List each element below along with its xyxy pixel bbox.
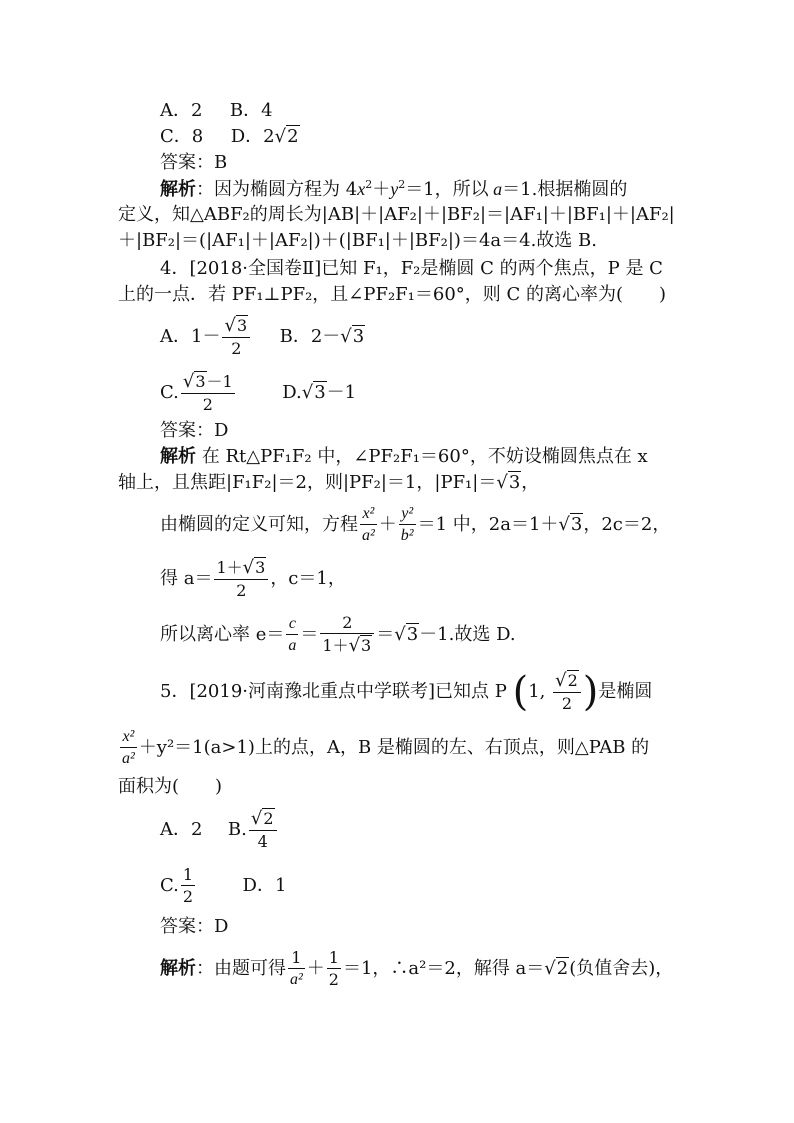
- q3-option-a: A．2: [160, 100, 203, 121]
- q5-options-row1: [160, 804, 279, 856]
- q4-option-a: A．1－ $\frac{√3}{2}$: [160, 326, 252, 347]
- q3-options-row2: [160, 124, 300, 150]
- q4-explanation-line4: 得 a＝ $\frac{1+√3}{2}$ ，c＝1，: [160, 557, 346, 600]
- q3-answer: 答案：B: [160, 152, 228, 173]
- q4-explanation-line5: 所以离心率 e＝ $\frac{c}{a}$ ＝ $\frac{2}{1+√3}$ ＝√3－1.故选 D.: [160, 613, 516, 656]
- q5-options-row2: [160, 860, 286, 912]
- q5-stem-line1: 5．[2019·河南豫北重点中学联考]已知点 P (1, $\frac{√2}{2}$ )是椭圆: [160, 669, 653, 715]
- q5-option-c: C. $\frac{1}{2}$: [160, 865, 194, 906]
- q5-option-b: B. $\frac{√2}{4}$: [228, 819, 279, 840]
- q5-stem-line2: $\frac{\text{x²}}{\text{a²}}$ ＋y²＝1(a>1)上的点，A，B 是椭圆的左、右顶点，则△PAB 的: [122, 728, 650, 767]
- q5-option-a: A．2: [160, 819, 203, 840]
- q4-explanation-line1: 解析 在 Rt△PF₁F₂ 中，∠PF₂F₁＝60°，不妨设椭圆焦点在 x: [160, 446, 648, 467]
- q5-stem-line3: 面积为( ): [118, 776, 223, 797]
- q5-answer: 答案：D: [160, 916, 229, 937]
- explanation-label: 解析: [160, 179, 196, 200]
- q3-explanation-line3: ＋|BF₂|＝(|AF₁|＋|AF₂|)＋(|BF₁|＋|BF₂|)＝4a＝4.故选 B.: [118, 230, 597, 251]
- q4-answer: 答案：D: [160, 420, 229, 441]
- q4-options-row2: [160, 366, 356, 420]
- q3-explanation-line1: 解析：因为椭圆方程为 $4x^2+y^2=1$，所以 a＝1.根据椭圆的: [160, 178, 628, 200]
- q4-stem-line1: 4．[2018·全国卷Ⅱ]已知 F₁，F₂是椭圆 C 的两个焦点，P 是 C: [160, 258, 663, 279]
- q4-option-d: D.√3－1: [282, 382, 357, 403]
- q4-option-c: C. $\frac{√3-1}{2}$: [160, 371, 233, 414]
- q4-stem-line2: 上的一点．若 PF₁⊥PF₂，且∠PF₂F₁＝60°，则 C 的离心率为( ): [118, 284, 667, 305]
- q3-option-c: C．8: [160, 126, 204, 147]
- right-paren: ): [582, 669, 599, 715]
- q3-option-b: B．4: [229, 100, 273, 121]
- q3-options-row1: [160, 98, 273, 124]
- sqrt-symbol: √2: [274, 126, 299, 147]
- q5-explanation-line1: 解析：由题可得 $\frac{1}{\text{a²}}$ ＋ $\frac{1}{2}$ ＝1，∴a²＝2，解得 a＝√2(负值舍去)，: [160, 948, 674, 989]
- q3-option-d: D．2√2: [231, 126, 300, 147]
- q4-option-b: B．2－√3: [279, 326, 365, 347]
- q4-options-row1: [160, 310, 365, 364]
- q3-explanation-line2: 定义，知△ABF₂的周长为|AB|＋|AF₂|＋|BF₂|＝|AF₁|＋|BF₁|＋|AF₂|: [118, 204, 675, 225]
- left-paren: (: [512, 669, 529, 715]
- explanation-label: 解析: [160, 446, 196, 467]
- q5-option-d: D．1: [242, 875, 287, 896]
- explanation-label: 解析: [160, 958, 196, 979]
- q4-explanation-line3: 由椭圆的定义可知，方程 $\frac{\text{x²}}{\text{a²}}$ ＋ $\frac{\text{y²}}{\text{b²}}$ ＝1 中，2a＝1＋√3，2c＝2，: [160, 505, 671, 544]
- q4-explanation-line2: 轴上，且焦距|F₁F₂|＝2，则|PF₂|＝1，|PF₁|＝√3，: [118, 472, 540, 493]
